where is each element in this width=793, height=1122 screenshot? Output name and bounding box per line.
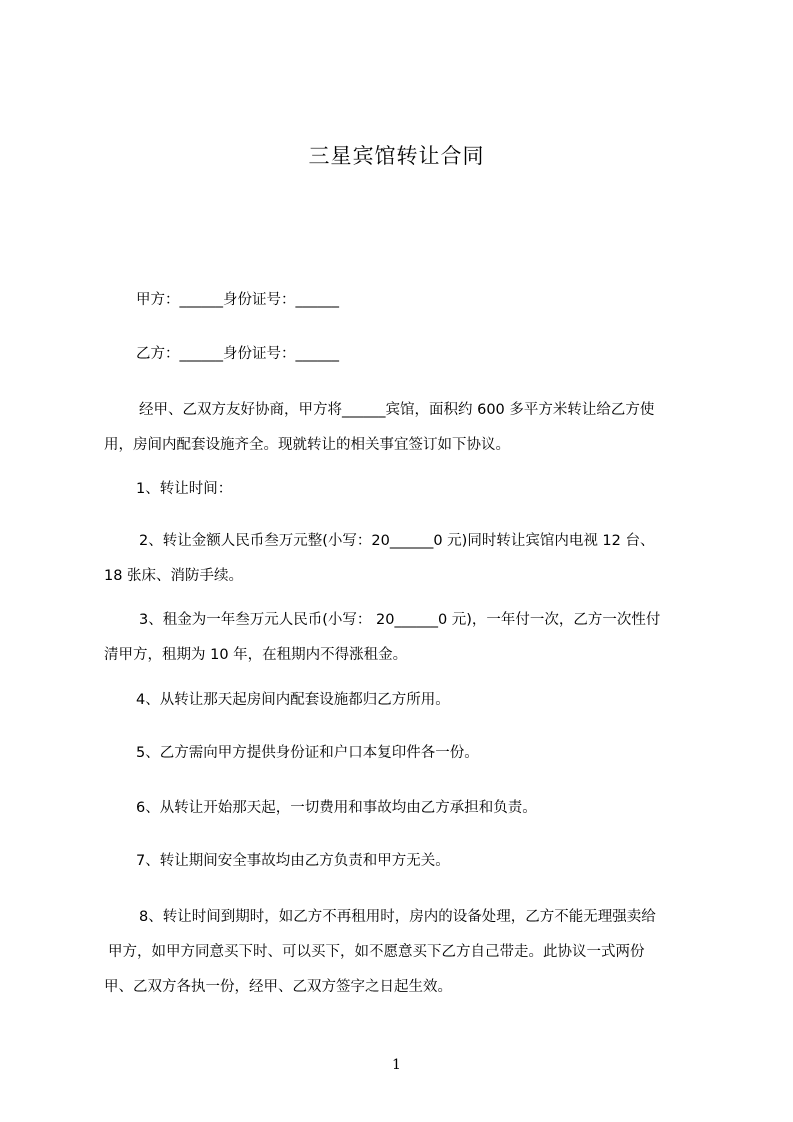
- clause-2-line-1: 2、转让金额人民币叁万元整(小写：20______0 元)同时转让宾馆内电视 12 台、: [139, 533, 655, 549]
- clause-8-line-3: 甲、乙双方各执一份，经甲、乙双方签字之日起生效。: [104, 979, 452, 995]
- clause-3-paragraph: [104, 603, 704, 673]
- clause-8-paragraph: [104, 900, 704, 1005]
- party-a-line: 甲方：______身份证号：______: [136, 292, 339, 308]
- clause-5: 5、乙方需向甲方提供身份证和户口本复印件各一份。: [136, 745, 479, 761]
- clause-2-paragraph: [104, 524, 704, 594]
- clause-3-line-2: 清甲方，租期为 10 年，在租期内不得涨租金。: [104, 647, 408, 663]
- intro-line-1: 经甲、乙双方友好协商，甲方将______宾馆，面积约 600 多平方米转让给乙方使: [139, 402, 655, 418]
- clause-3-line-1: 3、租金为一年叁万元人民币(小写： 20______0 元)，一年付一次，乙方一次性付: [139, 612, 661, 628]
- clause-4: 4、从转让那天起房间内配套设施都归乙方所用。: [136, 692, 450, 708]
- clause-6: 6、从转让开始那天起，一切费用和事故均由乙方承担和负责。: [136, 800, 537, 816]
- intro-line-2: 用，房间内配套设施齐全。现就转让的相关事宜签订如下协议。: [104, 437, 510, 453]
- page-number: 1: [392, 1057, 401, 1073]
- intro-paragraph: [104, 393, 704, 463]
- clause-7: 7、转让期间安全事故均由乙方负责和甲方无关。: [136, 853, 450, 869]
- document-title: 三星宾馆转让合同: [308, 144, 485, 168]
- clause-8-line-1: 8、转让时间到期时，如乙方不再租用时，房内的设备处理，乙方不能无理强卖给: [139, 909, 656, 925]
- party-b-line: 乙方：______身份证号：______: [136, 346, 339, 362]
- clause-8-line-2: 甲方，如甲方同意买下时、可以买下，如不愿意买下乙方自己带走。此协议一式两份: [108, 944, 645, 960]
- clause-2-line-2: 18 张床、消防手续。: [104, 568, 244, 584]
- clause-1: 1、转让时间：: [136, 481, 233, 497]
